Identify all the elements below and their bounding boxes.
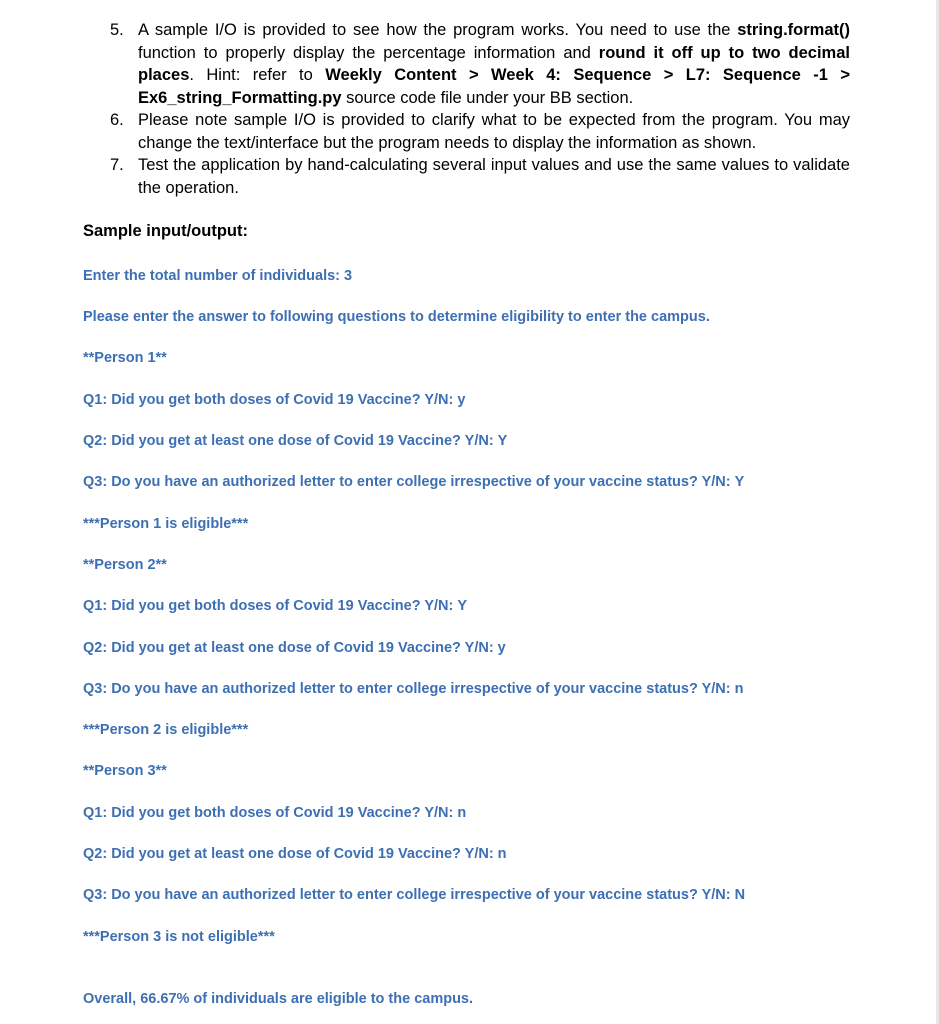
io-prompt-text: Q2: Did you get at least one dose of Covid 19 Vaccine? Y/N: (83, 640, 494, 656)
io-prompt-text: Enter the total number of individuals: (83, 268, 340, 284)
sample-io-line (83, 640, 506, 656)
sample-io-line (83, 268, 352, 284)
io-answer: n (734, 681, 744, 697)
instruction-number: 5. (110, 21, 124, 39)
instruction-number: 6. (110, 111, 124, 129)
instruction-list (110, 19, 850, 199)
instruction-number: 7. (110, 156, 124, 174)
instruction-fragment: Please note sample I/O is provided to clarify what to be expected from the program. You may change the text/interface but the program needs to display the information as shown. (138, 111, 850, 152)
io-prompt-text: Q1: Did you get both doses of Covid 19 Vaccine? Y/N: (83, 598, 454, 614)
sample-io-line (83, 474, 744, 490)
instruction-item (110, 154, 850, 199)
io-answer: y (457, 392, 466, 408)
instruction-fragment: A sample I/O is provided to see how the program works. You need to use the (138, 21, 738, 39)
io-answer: Y (457, 598, 468, 614)
sample-io-line (83, 516, 248, 532)
sample-io-line (83, 929, 275, 945)
io-answer: n (497, 846, 507, 862)
io-answer: y (497, 640, 506, 656)
io-answer: Y (497, 433, 508, 449)
instruction-text (138, 111, 850, 152)
sample-io-line (83, 350, 167, 366)
sample-io-line (83, 887, 745, 903)
io-prompt-text: **Person 2** (83, 557, 167, 573)
io-answer: N (734, 887, 746, 903)
io-prompt-text: **Person 1** (83, 350, 167, 366)
sample-io-line (83, 433, 507, 449)
io-prompt-text: Q3: Do you have an authorized letter to enter college irrespective of your vaccine status? Y/N: (83, 681, 731, 697)
sample-io-line (83, 805, 466, 821)
io-answer: n (457, 805, 467, 821)
sample-io-line (83, 722, 248, 738)
sample-io-heading: Sample input/output: (83, 222, 248, 240)
io-prompt-text: Q3: Do you have an authorized letter to enter college irrespective of your vaccine status? Y/N: (83, 474, 731, 490)
sample-io-line (83, 598, 467, 614)
io-answer: Y (734, 474, 745, 490)
io-prompt-text: Q2: Did you get at least one dose of Covid 19 Vaccine? Y/N: (83, 433, 494, 449)
io-prompt-text: **Person 3** (83, 763, 167, 779)
io-prompt-text: Q3: Do you have an authorized letter to enter college irrespective of your vaccine status? Y/N: (83, 887, 731, 903)
io-prompt-text: ***Person 3 is not eligible*** (83, 929, 275, 945)
io-prompt-text: Please enter the answer to following questions to determine eligibility to enter the campus. (83, 309, 710, 325)
instruction-fragment: Test the application by hand-calculating several input values and use the same values to validate the operation. (138, 156, 850, 197)
instruction-fragment: source code file under your BB section. (341, 88, 634, 107)
sample-io-line (83, 309, 710, 325)
instruction-fragment: . Hint: refer to (189, 66, 326, 84)
io-prompt-text: Q1: Did you get both doses of Covid 19 Vaccine? Y/N: (83, 805, 454, 821)
sample-io-line (83, 846, 507, 862)
instruction-item (110, 109, 850, 154)
instruction-text (138, 156, 850, 197)
io-prompt-text: ***Person 1 is eligible*** (83, 516, 249, 532)
sample-io-line (83, 991, 473, 1007)
io-prompt-text: ***Person 2 is eligible*** (83, 722, 249, 738)
sample-io-line (83, 557, 167, 573)
io-prompt-text: Q2: Did you get at least one dose of Covid 19 Vaccine? Y/N: (83, 846, 494, 862)
io-prompt-text: Overall, 66.67% of individuals are eligible to the campus. (83, 991, 474, 1007)
sample-io-line (83, 681, 743, 697)
instruction-emphasis: Weekly Content > Week 4: Sequence > L7: Sequence -1 > Ex6_string_Formatting.py (138, 66, 850, 107)
io-prompt-text: Q1: Did you get both doses of Covid 19 Vaccine? Y/N: (83, 392, 454, 408)
io-answer: 3 (344, 268, 353, 284)
instruction-fragment: function to properly display the percentage information and (138, 43, 599, 62)
sample-io-line (83, 763, 167, 779)
instruction-item (110, 19, 850, 109)
instruction-emphasis: string.format() (737, 21, 850, 39)
instruction-emphasis: round it off up to two decimal places (138, 43, 850, 84)
sample-io-line (83, 392, 465, 408)
instruction-text (138, 21, 850, 107)
